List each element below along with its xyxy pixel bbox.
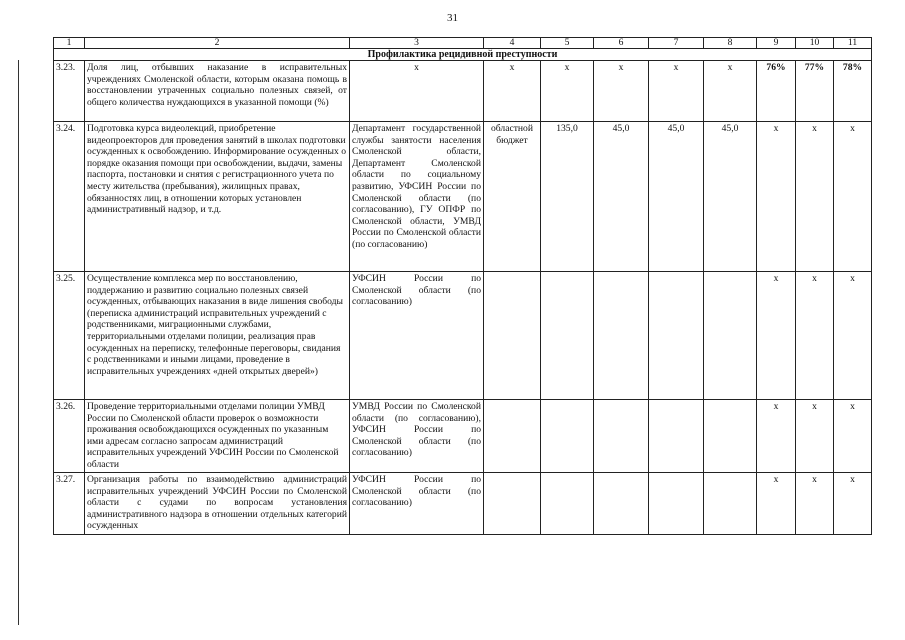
page-number: 31 <box>447 12 458 24</box>
year1-cell <box>594 473 649 535</box>
year3-cell <box>704 272 757 400</box>
year2-cell <box>649 272 704 400</box>
table-row <box>54 272 872 400</box>
year2-cell <box>649 400 704 473</box>
year3-cell <box>704 473 757 535</box>
funding-source-cell: х <box>484 61 541 122</box>
executor-cell: х <box>350 61 484 122</box>
binding-line <box>18 60 19 625</box>
table-row <box>54 122 872 272</box>
table-row <box>54 400 872 473</box>
activity-cell: Проведение территориальными отделами полиции УМВД России по Смоленской области проверок о возможности проживания освобождающихся осужденных по указанным ими адресам согласно запросам администраций исправительных учреждений УФСИН России по Смоленской области <box>85 400 350 473</box>
year2-cell <box>649 473 704 535</box>
program-table <box>53 37 872 535</box>
column-number: 9 <box>757 38 796 49</box>
indicator3-cell: х <box>834 400 872 473</box>
column-number: 11 <box>834 38 872 49</box>
section-header-row <box>54 49 872 61</box>
funding-source-cell <box>484 473 541 535</box>
indicator3-cell: х <box>834 122 872 272</box>
indicator1-cell: 76% <box>757 61 796 122</box>
row-number: 3.24. <box>54 122 85 272</box>
total-cell: 135,0 <box>541 122 594 272</box>
funding-source-cell <box>484 272 541 400</box>
row-number: 3.23. <box>54 61 85 122</box>
column-number: 2 <box>85 38 350 49</box>
year3-cell <box>704 400 757 473</box>
executor-cell: УФСИН России по Смоленской области (по согласованию) <box>350 272 484 400</box>
year1-cell <box>594 400 649 473</box>
executor-cell: УФСИН России по Смоленской области (по согласованию) <box>350 473 484 535</box>
column-number: 4 <box>484 38 541 49</box>
year1-cell: 45,0 <box>594 122 649 272</box>
column-number: 7 <box>649 38 704 49</box>
table-row <box>54 61 872 122</box>
year2-cell: 45,0 <box>649 122 704 272</box>
funding-source-cell: областной бюджет <box>484 122 541 272</box>
section-title: Профилактика рецидивной преступности <box>54 49 872 61</box>
column-number: 8 <box>704 38 757 49</box>
year3-cell: х <box>704 61 757 122</box>
indicator3-cell: 78% <box>834 61 872 122</box>
activity-cell: Доля лиц, отбывших наказание в исправительных учреждениях Смоленской области, которым оказана помощь в восстановлении утраченных социально полезных связей, от общего количества нуждающихся в указанной помощи (%) <box>85 61 350 122</box>
total-cell <box>541 400 594 473</box>
indicator2-cell: х <box>796 473 834 535</box>
column-number-row <box>54 38 872 49</box>
column-number: 5 <box>541 38 594 49</box>
executor-cell: Департамент государственной службы занятости населения Смоленской области, Департамент Смоленской области по социальному развитию, УФСИН России по Смоленской области (по согласованию), ГУ ОПФР по Смоленской области, УМВД России по Смоленской области (по согласованию) <box>350 122 484 272</box>
total-cell <box>541 272 594 400</box>
total-cell <box>541 473 594 535</box>
year2-cell: х <box>649 61 704 122</box>
row-number: 3.27. <box>54 473 85 535</box>
indicator1-cell: х <box>757 400 796 473</box>
funding-source-cell <box>484 400 541 473</box>
row-number: 3.26. <box>54 400 85 473</box>
column-number: 10 <box>796 38 834 49</box>
table-row <box>54 473 872 535</box>
indicator1-cell: х <box>757 272 796 400</box>
indicator3-cell: х <box>834 272 872 400</box>
activity-cell: Организация работы по взаимодействию администраций исправительных учреждений УФСИН России по Смоленской области с судами по вопросам установления административного надзора в отношении отдельных категорий осужденных <box>85 473 350 535</box>
indicator1-cell: х <box>757 122 796 272</box>
column-number: 1 <box>54 38 85 49</box>
activity-cell: Подготовка курса видеолекций, приобретение видеопроекторов для проведения занятий в школах подготовки осужденных к освобождению. Информирование осужденных о порядке оказания помощи при освобождении, выдачи, замены паспорта, постановки и снятия с регистрационного учета по месту жительства (пребывания), жилищных правах, обязанностях лиц, в отношении которых установлен административный надзор, и т.д. <box>85 122 350 272</box>
year1-cell <box>594 272 649 400</box>
row-number: 3.25. <box>54 272 85 400</box>
column-number: 6 <box>594 38 649 49</box>
indicator2-cell: х <box>796 272 834 400</box>
indicator2-cell: х <box>796 400 834 473</box>
indicator1-cell: х <box>757 473 796 535</box>
indicator2-cell: х <box>796 122 834 272</box>
indicator3-cell: х <box>834 473 872 535</box>
indicator2-cell: 77% <box>796 61 834 122</box>
executor-cell: УМВД России по Смоленской области (по согласованию), УФСИН России по Смоленской области (по согласованию) <box>350 400 484 473</box>
column-number: 3 <box>350 38 484 49</box>
total-cell: х <box>541 61 594 122</box>
activity-cell: Осуществление комплекса мер по восстановлению, поддержанию и развитию социально полезных связей осужденных, отбывающих наказания в виде лишения свободы (переписка администраций исправительных учреждений с родственниками, миграционными службами, территориальными отделами полиции, реализация прав осужденных на переписку, телефонные переговоры, свидания с родственниками и иными лицами, проведение в исправительных учреждениях «дней открытых дверей») <box>85 272 350 400</box>
year1-cell: х <box>594 61 649 122</box>
year3-cell: 45,0 <box>704 122 757 272</box>
